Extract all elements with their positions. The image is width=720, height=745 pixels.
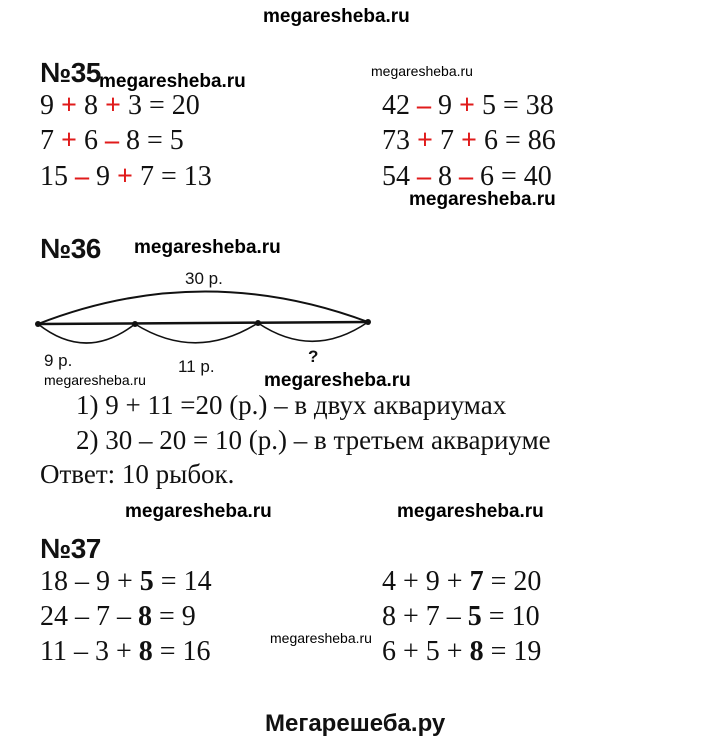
task-37-number: №37 [40, 533, 101, 564]
equation-35-right-2: 73 + 7 + 6 = 86 [382, 125, 556, 156]
task-36-left-watermark: megaresheba.ru [44, 372, 146, 388]
task-37-left-watermark: megaresheba.ru [125, 501, 272, 522]
part3-brace [258, 322, 368, 341]
equation-37-left-2: 24 – 7 – 8 = 9 [40, 601, 196, 632]
part2-label: 11 р. [178, 357, 215, 376]
task-35-number: №35 [40, 57, 101, 88]
total-label: 30 р. [185, 269, 223, 288]
equation-35-left-1: 9 + 8 + 3 = 20 [40, 90, 200, 121]
task-35-right-watermark: megaresheba.ru [371, 63, 473, 79]
part1-brace [38, 324, 135, 343]
solution-step-1: 1) 9 + 11 =20 (р.) – в двух аквариумах [76, 390, 507, 420]
part1-label: 9 р. [44, 351, 73, 370]
equation-37-right-3: 6 + 5 + 8 = 19 [382, 636, 542, 667]
task-36-inline-watermark: megaresheba.ru [134, 237, 281, 258]
answer-line: Ответ: 10 рыбок. [40, 459, 235, 489]
equation-37-left-3: 11 – 3 + 8 = 16 [40, 636, 211, 667]
segment-diagram [30, 262, 375, 382]
equation-37-right-1: 4 + 9 + 7 = 20 [382, 566, 542, 597]
task-36-mid-watermark: megaresheba.ru [264, 370, 411, 391]
equation-35-left-2: 7 + 6 – 8 = 5 [40, 125, 184, 156]
equation-35-left-3: 15 – 9 + 7 = 13 [40, 161, 212, 192]
task-35-under-watermark: megaresheba.ru [409, 189, 556, 210]
footer-site-name: Мегарешеба.ру [265, 710, 446, 737]
task-37-right-watermark: megaresheba.ru [397, 501, 544, 522]
task-37-mid-watermark: megaresheba.ru [270, 630, 372, 646]
equation-35-right-3: 54 – 8 – 6 = 40 [382, 161, 552, 192]
task-36-number: №36 [40, 233, 101, 264]
top-watermark: megaresheba.ru [263, 6, 410, 27]
equation-37-left-1: 18 – 9 + 5 = 14 [40, 566, 212, 597]
equation-35-right-1: 42 – 9 + 5 = 38 [382, 90, 554, 121]
solution-step-2: 2) 30 – 20 = 10 (р.) – в третьем аквариуме [76, 425, 551, 455]
total-brace [38, 291, 368, 324]
part3-label: ? [308, 347, 319, 366]
task-35-inline-watermark: megaresheba.ru [99, 71, 246, 92]
main-segment [38, 322, 368, 324]
part2-brace [135, 323, 258, 343]
equation-37-right-2: 8 + 7 – 5 = 10 [382, 601, 540, 632]
